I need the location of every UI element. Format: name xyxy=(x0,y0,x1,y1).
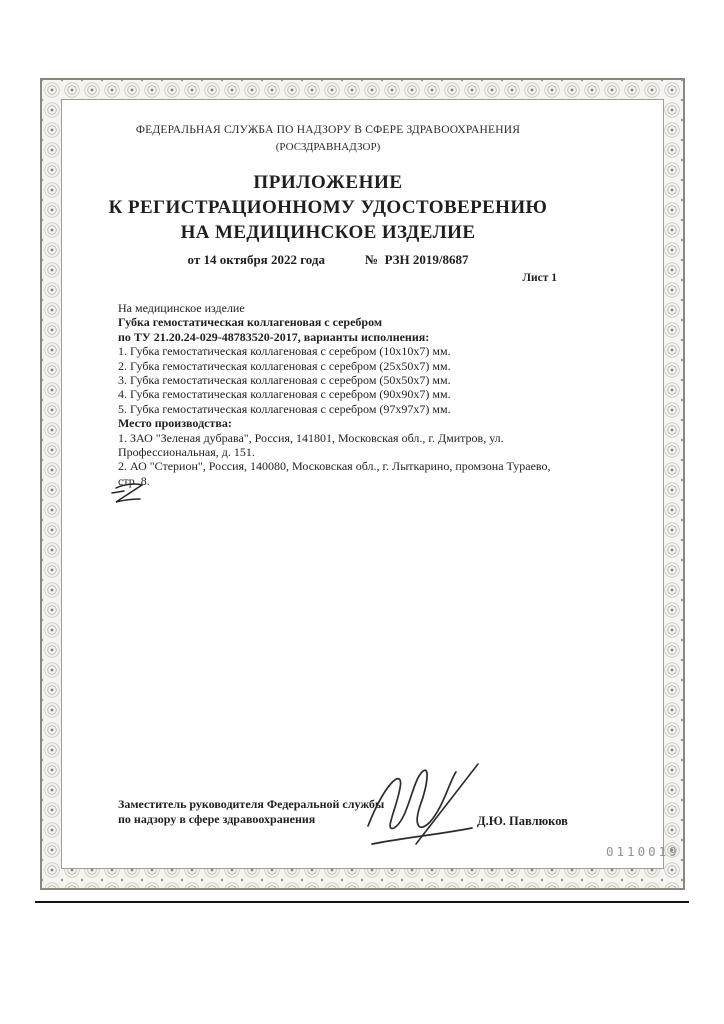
document-title-line-1: ПРИЛОЖЕНИЕ xyxy=(253,172,403,193)
signer-title-line-1: Заместитель руководителя Федеральной службы xyxy=(118,797,385,811)
issue-date: от 14 октября 2022 года xyxy=(187,252,325,267)
production-label: Место производства: xyxy=(118,416,232,431)
sheet-number: Лист 1 xyxy=(522,272,557,284)
production-site: 1. ЗАО "Зеленая дубрава", Россия, 141801, Московская обл., г. Дмитров, ул. Профессиональная, д. 151. xyxy=(118,430,504,460)
signer-name: Д.Ю. Павлюков xyxy=(477,814,568,828)
signer-title xyxy=(118,797,384,827)
tu-line: по ТУ 21.20.24-029-48783520-2017, варианты исполнения: xyxy=(118,329,430,344)
variant-item: 3. Губка гемостатическая коллагеновая с серебром (50х50х7) мм. xyxy=(118,373,451,388)
date-and-number-row xyxy=(88,252,568,268)
device-name: Губка гемостатическая коллагеновая с серебром xyxy=(118,315,383,330)
variant-item: 4. Губка гемостатическая коллагеновая с серебром (90х90х7) мм. xyxy=(118,387,451,402)
signature xyxy=(358,760,490,855)
production-site: 2. АО "Стерион", Россия, 140080, Московская обл., г. Лыткарино, промзона Тураево, стр. 8. xyxy=(118,459,551,488)
document-title-line-2: К РЕГИСТРАЦИОННОМУ УДОСТОВЕРЕНИЮ xyxy=(108,197,548,218)
variant-item: 1. Губка гемостатическая коллагеновая с серебром (10х10х7) мм. xyxy=(118,344,451,359)
intro-line: На медицинское изделие xyxy=(118,301,245,315)
agency-abbreviation: (РОСЗДРАВНАДЗОР) xyxy=(275,141,381,153)
variant-item: 5. Губка гемостатическая коллагеновая с серебром (97х97х7) мм. xyxy=(118,401,451,416)
serial-number-stamp: 0110019 xyxy=(606,844,680,859)
registration-number: № РЗН 2019/8687 xyxy=(365,252,469,267)
document-title-line-3: НА МЕДИЦИНСКОЕ ИЗДЕЛИЕ xyxy=(180,222,476,243)
scan-edge-line xyxy=(35,901,689,903)
handwritten-mark xyxy=(110,480,148,513)
agency-name: ФЕДЕРАЛЬНАЯ СЛУЖБА ПО НАДЗОРУ В СФЕРЕ ЗДРАВООХРАНЕНИЯ xyxy=(135,124,521,136)
signer-title-line-2: по надзору в сфере здравоохранения xyxy=(118,812,316,826)
variant-item: 2. Губка гемостатическая коллагеновая с серебром (25х50х7) мм. xyxy=(118,358,451,373)
document-body xyxy=(118,301,570,488)
